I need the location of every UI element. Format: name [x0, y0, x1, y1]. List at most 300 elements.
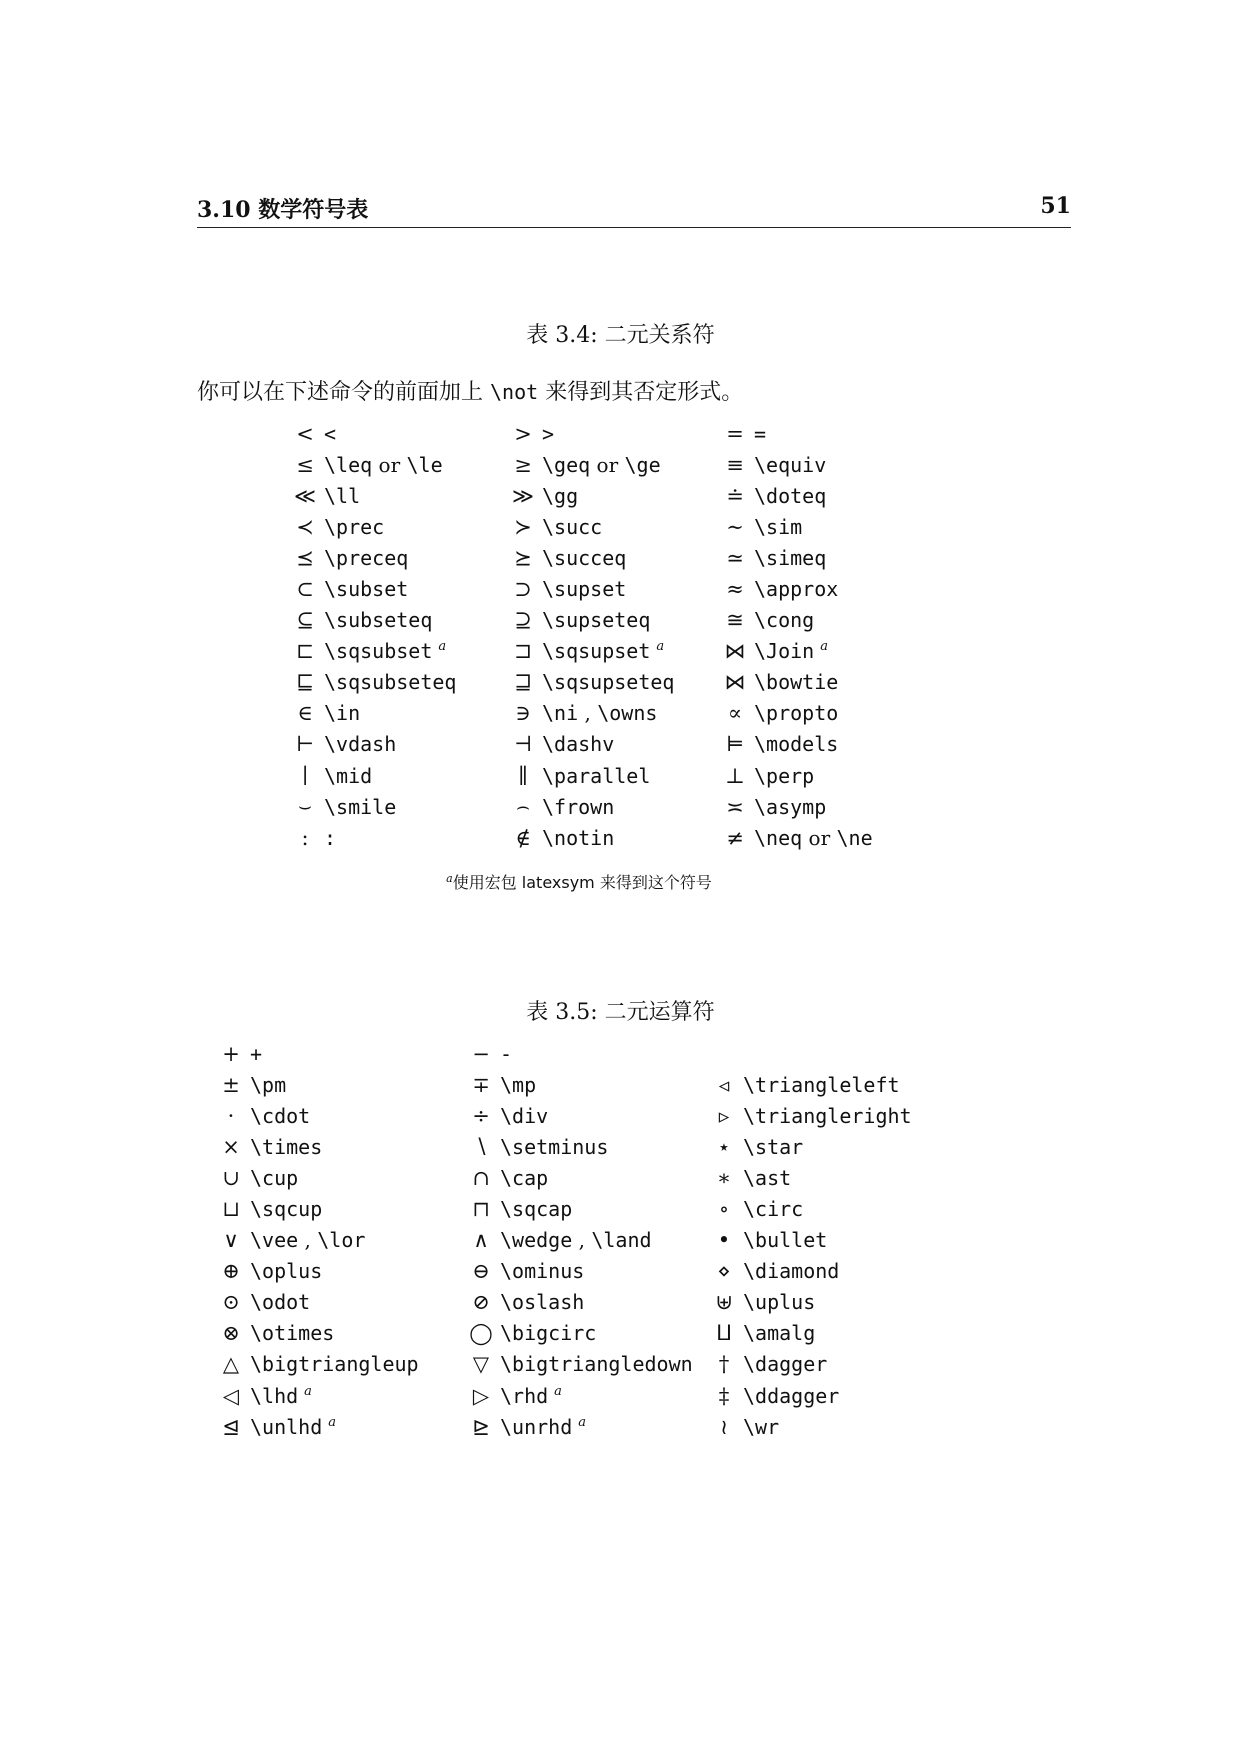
command-text: \odot: [250, 1290, 311, 1315]
symbol-glyph: ⋄: [717, 1259, 731, 1284]
symbol-command: [542, 760, 716, 791]
intro-before: 你可以在下述命令的前面加上: [197, 380, 484, 405]
symbol-glyph: ▽: [472, 1352, 490, 1377]
symbol-glyph: ≺: [296, 514, 314, 539]
command-alias: \lor: [317, 1228, 366, 1253]
footnote-mark: a: [438, 639, 447, 655]
symbol-glyph: ⌣: [298, 794, 312, 819]
symbol-glyph: ◃: [718, 1072, 730, 1097]
symbol-glyph: ⊔: [222, 1197, 240, 1222]
intro-after: 来得到其否定形式。: [545, 380, 744, 405]
table-row: [212, 1349, 943, 1380]
command-text: \Join: [754, 639, 815, 664]
command-text: \supseteq: [542, 608, 651, 633]
command-text: \ominus: [500, 1259, 585, 1284]
symbol-command: [250, 1162, 462, 1193]
table-row: [212, 1256, 943, 1287]
symbol-command: [500, 1318, 705, 1349]
symbol-glyph: ∪: [222, 1165, 240, 1190]
symbol-command: [324, 822, 504, 853]
command-text: \cong: [754, 608, 815, 633]
command-text: \ast: [743, 1165, 792, 1190]
table-row: [286, 760, 914, 791]
command-text: \asymp: [754, 794, 827, 819]
symbol-command: [500, 1100, 705, 1131]
command-text: \notin: [542, 825, 615, 850]
symbol-glyph: ∩: [472, 1165, 490, 1190]
symbol-glyph: ⊵: [472, 1414, 490, 1439]
symbol-command: [542, 480, 716, 511]
symbol-command: [743, 1100, 943, 1131]
command-separator: or: [372, 452, 407, 477]
command-text: -: [500, 1041, 513, 1066]
command-text: \in: [324, 701, 361, 726]
symbol-glyph: [705, 1038, 743, 1069]
command-text: \otimes: [250, 1321, 335, 1346]
symbol-glyph: ⊂: [296, 577, 314, 602]
symbol-command: [754, 542, 914, 573]
symbol-command: [324, 480, 504, 511]
table-3-5-caption: 表 3.5: 二元运算符: [526, 1000, 715, 1025]
command-text: \sqcup: [250, 1197, 323, 1222]
symbol-command: [743, 1380, 943, 1411]
symbol-command: [500, 1380, 705, 1411]
symbol-glyph: ⊨: [725, 732, 745, 757]
command-text: \sqcap: [500, 1197, 573, 1222]
command-text: \bigcirc: [500, 1321, 597, 1346]
table-row: [212, 1225, 943, 1256]
symbol-glyph: ∗: [716, 1165, 732, 1190]
symbol-glyph: ≫: [512, 483, 534, 508]
command-text: \triangleright: [743, 1103, 912, 1128]
command-text: \vdash: [324, 732, 397, 757]
command-text: \rhd: [500, 1383, 549, 1408]
symbol-glyph: ≍: [726, 794, 744, 819]
symbol-command: [500, 1131, 705, 1162]
symbol-command: [754, 636, 914, 667]
symbol-glyph: ⪰: [514, 545, 532, 570]
command-text: <: [324, 421, 337, 446]
symbol-command: [250, 1318, 462, 1349]
symbol-glyph: ∥: [518, 763, 528, 788]
symbol-glyph: ∝: [727, 701, 743, 726]
symbol-glyph: +: [222, 1041, 240, 1066]
symbol-glyph: ∧: [473, 1228, 489, 1253]
command-text: \vee: [250, 1228, 299, 1253]
command-text: \pm: [250, 1072, 287, 1097]
symbol-command: [250, 1131, 462, 1162]
command-separator: ,: [578, 701, 598, 726]
symbol-command: [754, 729, 914, 760]
table-row: [212, 1069, 943, 1100]
symbol-glyph: ⊥: [725, 763, 745, 788]
symbol-glyph: ⊇: [514, 608, 532, 633]
command-text: +: [250, 1041, 263, 1066]
table-row: [212, 1411, 943, 1442]
symbol-glyph: ∈: [297, 701, 313, 726]
symbol-glyph: ⊢: [295, 732, 315, 757]
symbol-command: [250, 1287, 462, 1318]
symbol-glyph: ⋈: [724, 670, 746, 695]
symbol-command: [754, 418, 914, 449]
command-text: \prec: [324, 514, 385, 539]
symbol-glyph: ∋: [515, 701, 531, 726]
table-row: [286, 636, 914, 667]
command-separator: ,: [572, 1228, 592, 1253]
symbol-command: [754, 511, 914, 542]
symbol-glyph: ⊣: [513, 732, 533, 757]
command-text: \parallel: [542, 763, 651, 788]
symbol-command: [250, 1349, 462, 1380]
symbol-command: [743, 1038, 943, 1069]
command-text: \circ: [743, 1197, 804, 1222]
command-text: \approx: [754, 577, 839, 602]
command-text: \uplus: [743, 1290, 816, 1315]
symbol-glyph: ∘: [718, 1197, 730, 1222]
symbol-glyph: ⊕: [222, 1259, 240, 1284]
symbol-command: [500, 1225, 705, 1256]
table-row: [286, 511, 914, 542]
symbol-glyph: ⊏: [296, 639, 314, 664]
symbol-glyph: ∓: [472, 1072, 490, 1097]
command-text: \neq: [754, 825, 803, 850]
command-alias: \owns: [597, 701, 658, 726]
symbol-command: [324, 760, 504, 791]
symbol-glyph: △: [222, 1352, 240, 1377]
symbol-command: [324, 418, 504, 449]
symbol-glyph: ⨿: [716, 1320, 732, 1345]
symbol-glyph: ⌢: [516, 794, 530, 819]
symbol-glyph: ◁: [222, 1383, 240, 1408]
command-text: \mp: [500, 1072, 537, 1097]
command-text: \bigtriangleup: [250, 1352, 419, 1377]
command-text: \sqsupset: [542, 639, 651, 664]
symbol-command: [542, 573, 716, 604]
symbol-glyph: ⊴: [222, 1414, 240, 1439]
symbol-command: [500, 1193, 705, 1224]
symbol-command: [324, 729, 504, 760]
symbol-glyph: ×: [222, 1134, 240, 1159]
command-text: \oslash: [500, 1290, 585, 1315]
command-text: \gg: [542, 483, 579, 508]
symbol-command: [754, 605, 914, 636]
table-row: [212, 1038, 943, 1069]
symbol-glyph: †: [718, 1352, 730, 1377]
symbol-command: [250, 1256, 462, 1287]
symbol-command: [500, 1038, 705, 1069]
symbol-command: [542, 605, 716, 636]
table-row: [212, 1287, 943, 1318]
command-text: \sqsupseteq: [542, 670, 675, 695]
symbol-command: [324, 605, 504, 636]
symbol-command: [542, 698, 716, 729]
symbol-command: [324, 573, 504, 604]
symbol-command: [250, 1038, 462, 1069]
command-text: \succ: [542, 514, 603, 539]
symbol-command: [324, 667, 504, 698]
symbol-command: [324, 511, 504, 542]
command-text: \amalg: [743, 1321, 816, 1346]
symbol-glyph: ≻: [514, 514, 532, 539]
symbol-glyph: ▷: [472, 1383, 490, 1408]
command-text: \sqsubseteq: [324, 670, 457, 695]
table-row: [286, 418, 914, 449]
symbol-command: [500, 1069, 705, 1100]
symbol-glyph: ≤: [296, 452, 314, 477]
symbol-command: [743, 1069, 943, 1100]
command-text: :: [324, 825, 337, 850]
command-text: \div: [500, 1103, 549, 1128]
symbol-command: [324, 542, 504, 573]
page-number: 51: [1040, 193, 1071, 219]
command-text: =: [754, 421, 767, 446]
table-row: [212, 1380, 943, 1411]
command-text: \mid: [324, 763, 373, 788]
footnote-mark: a: [304, 1383, 312, 1399]
symbol-glyph: ≡: [726, 452, 744, 477]
command-text: \wedge: [500, 1228, 573, 1253]
command-text: \bigtriangledown: [500, 1352, 693, 1377]
table-row: [286, 791, 914, 822]
section-title: 3.10 数学符号表: [197, 197, 369, 223]
table-row: [212, 1193, 943, 1224]
command-text: \cdot: [250, 1103, 311, 1128]
symbol-command: [250, 1193, 462, 1224]
command-text: \setminus: [500, 1134, 609, 1159]
symbol-glyph: ÷: [472, 1103, 490, 1128]
symbol-command: [500, 1162, 705, 1193]
command-text: \sqsubset: [324, 639, 433, 664]
footnote-mark: a: [446, 872, 453, 885]
command-text: \ni: [542, 701, 579, 726]
symbol-command: [754, 480, 914, 511]
symbol-command: [743, 1162, 943, 1193]
symbol-command: [743, 1318, 943, 1349]
symbol-command: [324, 791, 504, 822]
symbol-glyph: ·: [227, 1103, 235, 1128]
table-row: [212, 1162, 943, 1193]
symbol-glyph: ±: [222, 1072, 240, 1097]
symbol-glyph: ∉: [515, 825, 531, 850]
symbol-glyph: ⪯: [296, 545, 314, 570]
footnote-text: 使用宏包 latexsym 来得到这个符号: [452, 873, 712, 892]
symbol-glyph: ∣: [301, 763, 309, 788]
relation-symbols-table: [286, 418, 914, 853]
command-text: \ll: [324, 483, 361, 508]
symbol-command: [324, 449, 504, 480]
symbol-command: [500, 1411, 705, 1442]
symbol-glyph: •: [717, 1228, 731, 1253]
symbol-command: [542, 449, 716, 480]
symbol-command: [754, 449, 914, 480]
symbol-command: [743, 1131, 943, 1162]
symbol-command: [542, 791, 716, 822]
command-text: >: [542, 421, 555, 446]
symbol-command: [743, 1193, 943, 1224]
symbol-glyph: ⊖: [472, 1259, 490, 1284]
command-separator: or: [590, 452, 625, 477]
command-text: \doteq: [754, 483, 827, 508]
command-text: \wr: [743, 1414, 780, 1439]
symbol-command: [500, 1349, 705, 1380]
symbol-glyph: ∖: [474, 1134, 488, 1159]
symbol-glyph: >: [514, 421, 532, 446]
command-text: \preceq: [324, 545, 409, 570]
table-row: [212, 1131, 943, 1162]
table-row: [286, 542, 914, 573]
symbol-glyph: ≀: [720, 1414, 728, 1439]
footnote-mark: a: [554, 1383, 562, 1399]
symbol-glyph: ⋈: [724, 639, 746, 664]
symbol-glyph: ⊓: [472, 1197, 490, 1222]
command-text: \equiv: [754, 452, 827, 477]
symbol-glyph: ≅: [726, 608, 744, 633]
symbol-glyph: ⊙: [222, 1290, 240, 1315]
command-text: \diamond: [743, 1259, 840, 1284]
symbol-glyph: −: [472, 1041, 490, 1066]
command-text: \supset: [542, 577, 627, 602]
footnote-mark: a: [656, 639, 665, 655]
table-row: [286, 667, 914, 698]
symbol-glyph: ◯: [469, 1321, 493, 1346]
symbol-glyph: ⊃: [514, 577, 532, 602]
command-text: \smile: [324, 794, 397, 819]
table-row: [286, 698, 914, 729]
symbol-glyph: ⊎: [715, 1290, 733, 1315]
symbol-glyph: ≈: [726, 577, 744, 602]
symbol-command: [754, 573, 914, 604]
symbol-glyph: ≐: [726, 483, 744, 508]
command-text: \leq: [324, 452, 373, 477]
symbol-glyph: ⊐: [514, 639, 532, 664]
table-3-4-caption: 表 3.4: 二元关系符: [526, 323, 715, 348]
command-text: \cup: [250, 1165, 299, 1190]
command-text: \ddagger: [743, 1383, 840, 1408]
symbol-command: [754, 822, 914, 853]
footnote-mark: a: [820, 639, 828, 655]
symbol-glyph: ∨: [223, 1228, 239, 1253]
symbol-command: [542, 511, 716, 542]
command-text: \dashv: [542, 732, 615, 757]
command-text: \subseteq: [324, 608, 433, 633]
symbol-command: [324, 636, 504, 667]
table-row: [212, 1100, 943, 1131]
command-alias: \land: [591, 1228, 652, 1253]
symbol-command: [250, 1380, 462, 1411]
symbol-glyph: ≪: [294, 483, 316, 508]
symbol-command: [542, 636, 716, 667]
command-alias: \ne: [836, 825, 873, 850]
command-alias: \le: [406, 452, 443, 477]
symbol-command: [754, 698, 914, 729]
table-row: [286, 729, 914, 760]
command-alias: \ge: [624, 452, 661, 477]
command-text: \geq: [542, 452, 591, 477]
symbol-command: [250, 1069, 462, 1100]
symbol-glyph: ⊗: [222, 1321, 240, 1346]
table-row: [286, 480, 914, 511]
footnote-mark: a: [578, 1414, 587, 1430]
command-text: \cap: [500, 1165, 549, 1190]
command-text: \frown: [542, 794, 615, 819]
symbol-command: [250, 1100, 462, 1131]
symbol-command: [743, 1411, 943, 1442]
command-text: \bullet: [743, 1228, 828, 1253]
command-text: \dagger: [743, 1352, 828, 1377]
table-row: [286, 449, 914, 480]
command-text: \subset: [324, 577, 409, 602]
symbol-command: [500, 1287, 705, 1318]
running-header: [197, 193, 1071, 228]
symbol-command: [542, 667, 716, 698]
command-text: \unlhd: [250, 1414, 323, 1439]
symbol-command: [754, 760, 914, 791]
symbol-glyph: ⊘: [472, 1290, 490, 1315]
table-row: [286, 822, 914, 853]
command-separator: ,: [298, 1228, 318, 1253]
command-text: \perp: [754, 763, 815, 788]
command-separator: or: [802, 825, 837, 850]
symbol-command: [743, 1225, 943, 1256]
command-text: \models: [754, 732, 839, 757]
symbol-glyph: ≠: [726, 825, 744, 850]
symbol-command: [754, 791, 914, 822]
footnote-mark: a: [328, 1414, 337, 1430]
command-text: \star: [743, 1134, 804, 1159]
symbol-command: [542, 822, 716, 853]
symbol-command: [500, 1256, 705, 1287]
command-text: \propto: [754, 701, 839, 726]
command-text: \unrhd: [500, 1414, 573, 1439]
symbol-glyph: ▹: [718, 1103, 730, 1128]
command-text: \lhd: [250, 1383, 299, 1408]
command-text: \simeq: [754, 545, 827, 570]
symbol-glyph: ≃: [726, 545, 744, 570]
symbol-command: [743, 1256, 943, 1287]
symbol-glyph: ‡: [718, 1383, 730, 1408]
symbol-command: [743, 1287, 943, 1318]
table-row: [286, 605, 914, 636]
command-text: \times: [250, 1134, 323, 1159]
command-text: \bowtie: [754, 670, 839, 695]
symbol-command: [250, 1411, 462, 1442]
command-text: \oplus: [250, 1259, 323, 1284]
command-text: \succeq: [542, 545, 627, 570]
symbol-glyph: ⊒: [514, 670, 532, 695]
symbol-command: [542, 542, 716, 573]
symbol-command: [743, 1349, 943, 1380]
table-row: [212, 1318, 943, 1349]
table-3-4-footnote: [0, 870, 1158, 893]
symbol-command: [542, 729, 716, 760]
command-text: \sim: [754, 514, 803, 539]
symbol-command: [754, 667, 914, 698]
operator-symbols-table: [212, 1038, 943, 1442]
symbol-glyph: ⊆: [296, 608, 314, 633]
symbol-glyph: ∼: [726, 514, 744, 539]
table-row: [286, 573, 914, 604]
command-text: \triangleleft: [743, 1072, 900, 1097]
symbol-command: [542, 418, 716, 449]
symbol-glyph: :: [301, 825, 309, 850]
symbol-glyph: ⋆: [717, 1134, 731, 1159]
symbol-glyph: ≥: [514, 452, 532, 477]
symbol-command: [324, 698, 504, 729]
symbol-glyph: <: [296, 421, 314, 446]
intro-paragraph: [197, 375, 743, 406]
symbol-command: [250, 1225, 462, 1256]
intro-not-command: \not: [490, 380, 539, 404]
